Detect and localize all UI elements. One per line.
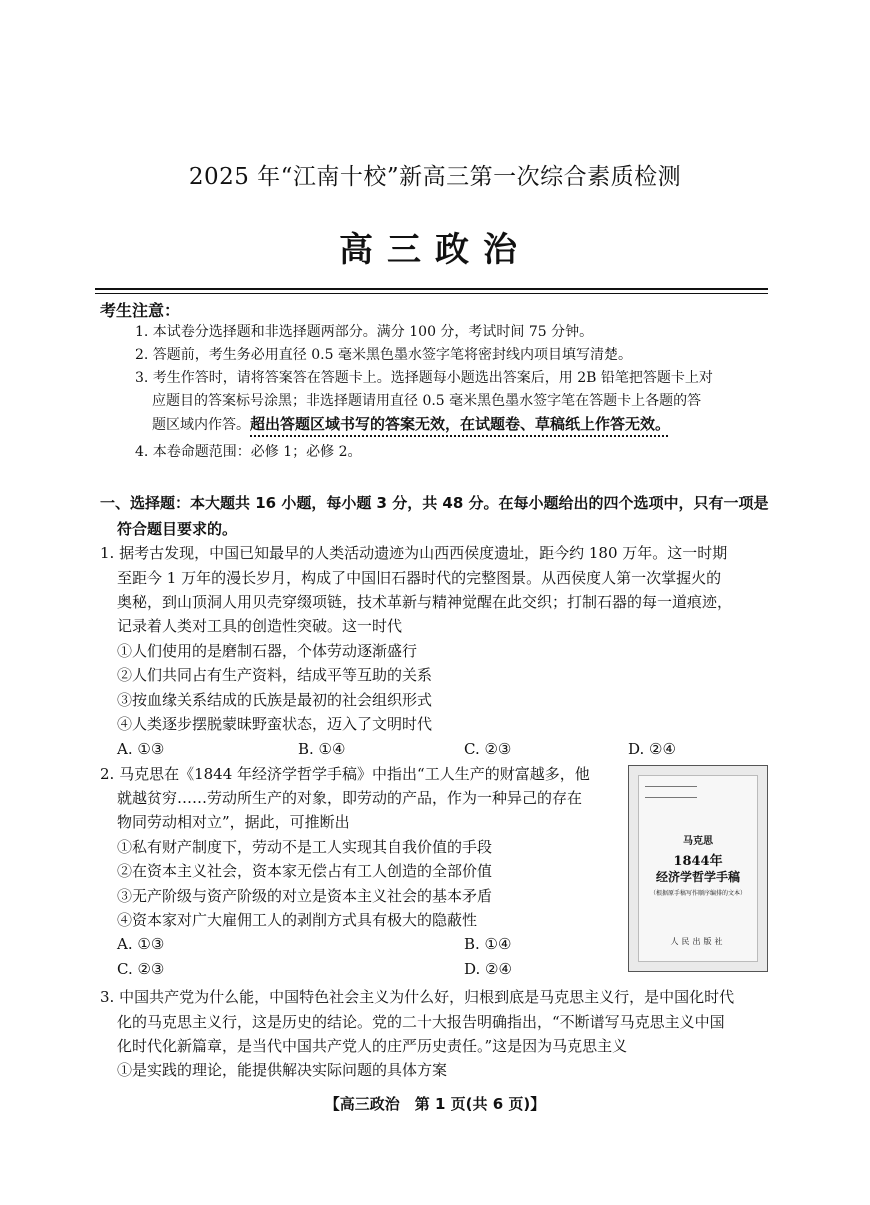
- q2-option-b: B. ①④: [464, 935, 512, 953]
- book-title-main: 经济学哲学手稿: [655, 870, 740, 884]
- book-title-year: 1844年: [673, 854, 723, 869]
- q3-line-2: 化的马克思主义行，这是历史的结论。党的二十大报告明确指出，“不断谱写马克思主义中国: [117, 1013, 725, 1031]
- book-cover-panel: [638, 775, 758, 962]
- q1-option-c: C. ②③: [464, 740, 512, 758]
- notice-emphasis: 超出答题区域书写的答案无效，在试题卷、草稿纸上作答无效。: [250, 415, 671, 433]
- header-rule-thin: [95, 293, 768, 294]
- book-series-mark: [645, 786, 697, 798]
- q1-line-3: 奥秘，到山顶洞人用贝壳穿缀项链，技术革新与精神觉醒在此交织；打制石器的每一道痕迹，: [117, 593, 733, 611]
- book-cover-image: [628, 765, 768, 972]
- q2-line-3: 物同劳动相对立”，据此，可推断出: [117, 813, 350, 831]
- q2-line-2: 就越贫穷……劳动所生产的对象，即劳动的产品，作为一种异己的存在: [117, 789, 583, 807]
- exam-title: 2025 年“江南十校”新高三第一次综合素质检测: [188, 164, 682, 190]
- notice-item-1: 1. 本试卷分选择题和非选择题两部分。满分 100 分，考试时间 75 分钟。: [135, 324, 594, 340]
- q1-statement-4: ④人类逐步摆脱蒙昧野蛮状态，迈入了文明时代: [117, 715, 433, 733]
- q3-statement-1: ①是实践的理论，能提供解决实际问题的具体方案: [117, 1061, 448, 1079]
- notice-item-3-line-2: 应题目的答案标号涂黑；非选择题请用直径 0.5 毫米黑色墨水签字笔在答题卡上各题的答: [152, 393, 702, 409]
- section-heading-line-2: 符合题目要求的。: [117, 520, 238, 538]
- q1-option-b: B. ①④: [298, 740, 346, 758]
- q1-line-4: 记录着人类对工具的创造性突破。这一时代: [117, 617, 403, 635]
- notice-item-3-line-1: 3. 考生作答时，请将答案答在答题卡上。选择题每小题选出答案后，用 2B 铅笔把答题卡上对: [135, 370, 713, 386]
- q1-line-1: 1. 据考古发现，中国已知最早的人类活动遗迹为山西西侯度遗址，距今约 180 万年。这一时期: [100, 544, 728, 562]
- q1-statement-2: ②人们共同占有生产资料，结成平等互助的关系: [117, 666, 433, 684]
- book-author: 马克思: [683, 836, 713, 847]
- page-footer: 【高三政治 第 1 页(共 6 页)】: [324, 1095, 546, 1113]
- subject-title: 高三政治: [339, 230, 531, 270]
- q2-statement-1: ①私有财产制度下，劳动不是工人实现其自我价值的手段: [117, 838, 493, 856]
- q2-statement-4: ④资本家对广大雇佣工人的剥削方式具有极大的隐蔽性: [117, 911, 478, 929]
- q1-statement-3: ③按血缘关系结成的氏族是最初的社会组织形式: [117, 691, 433, 709]
- q2-statement-3: ③无产阶级与资产阶级的对立是资本主义社会的基本矛盾: [117, 887, 493, 905]
- q1-option-d: D. ②④: [628, 740, 676, 758]
- notice-item-3-text: 题区域内作答。: [152, 417, 250, 433]
- q2-statement-2: ②在资本主义社会，资本家无偿占有工人创造的全部价值: [117, 862, 493, 880]
- q2-line-1: 2. 马克思在《1844 年经济学哲学手稿》中指出“工人生产的财富越多，他: [100, 765, 590, 783]
- q1-line-2: 至距今 1 万年的漫长岁月，构成了中国旧石器时代的完整图景。从西侯度人第一次掌握火的: [117, 569, 722, 587]
- header-rule-thick: [95, 288, 768, 290]
- section-heading: [100, 490, 780, 542]
- notice-heading: 考生注意：: [100, 301, 181, 320]
- q1-statement-1: ①人们使用的是磨制石器，个体劳动逐渐盛行: [117, 642, 418, 660]
- section-heading-line-1: 一、选择题：本大题共 16 小题，每小题 3 分，共 48 分。在每小题给出的四个选项中，只有一项是: [100, 494, 769, 512]
- q3-line-1: 3. 中国共产党为什么能，中国特色社会主义为什么好，归根到底是马克思主义行，是中国化时代: [100, 988, 735, 1006]
- q2-option-d: D. ②④: [464, 960, 512, 978]
- q1-option-a: A. ①③: [117, 740, 165, 758]
- q3-line-3: 化时代化新篇章，是当代中国共产党人的庄严历史责任。”这是因为马克思主义: [117, 1037, 628, 1055]
- book-title-note: （根据原手稿写作顺序编排的文本）: [649, 890, 746, 897]
- q2-option-c: C. ②③: [117, 960, 165, 978]
- notice-item-4: 4. 本卷命题范围：必修 1；必修 2。: [135, 444, 362, 460]
- notice-item-3-line-3: [152, 412, 670, 437]
- notice-item-2: 2. 答题前，考生务必用直径 0.5 毫米黑色墨水签字笔将密封线内项目填写清楚。: [135, 347, 632, 363]
- q2-option-a: A. ①③: [117, 935, 165, 953]
- book-publisher: 人民出版社: [670, 937, 726, 946]
